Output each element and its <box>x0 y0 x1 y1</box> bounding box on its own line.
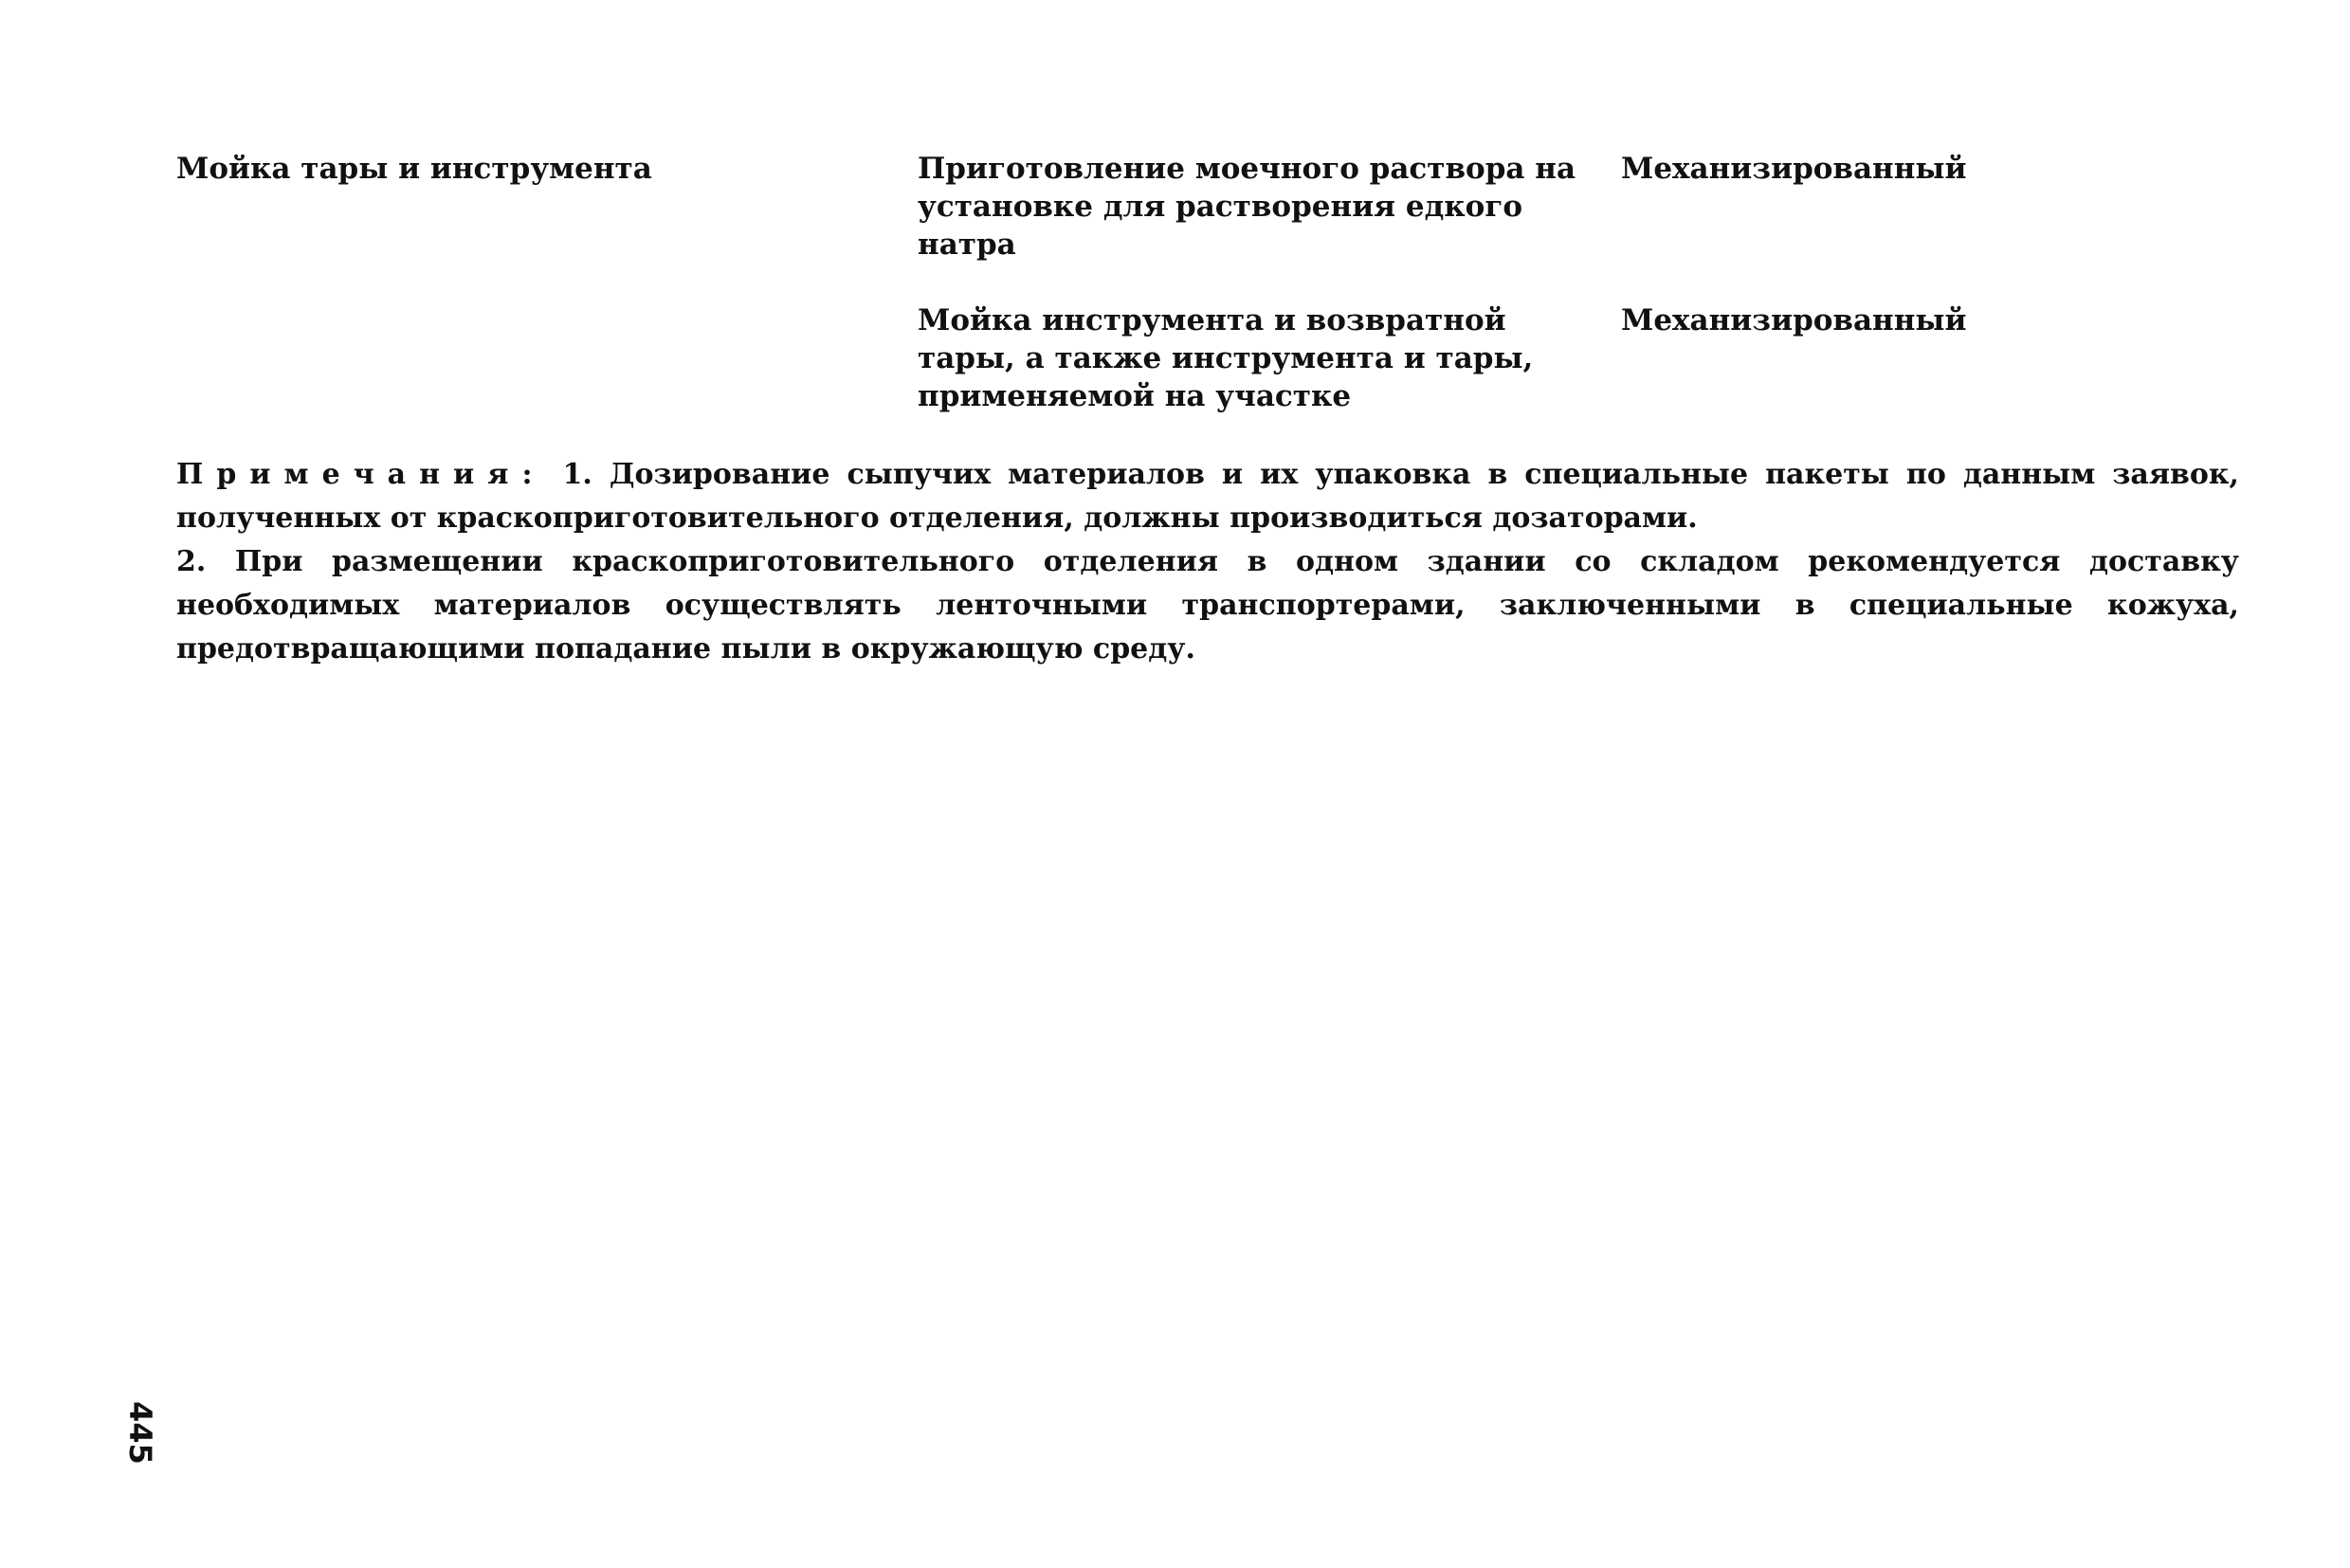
note-1-text: 1. Дозирование сыпучих материалов и их упаковка в специальные пакеты по данным заявок, полученных от краскоприготовительного отделения, должны производиться дозаторами. <box>176 458 2240 535</box>
table-cell-operation: Мойка инструмента и возвратной тары, а также инструмента и тары, применяемой на участке <box>918 303 1534 413</box>
note-1 <box>176 453 2239 540</box>
table-cell-type: Механизированный <box>1621 303 1967 337</box>
notes-section <box>176 453 2239 671</box>
page-number: 445 <box>122 1401 158 1465</box>
notes-label: Примечания: <box>176 458 546 491</box>
note-2: 2. При размещении краскоприготовительного отделения в одном здании со складом рекомендуется доставку необходимых материалов осуществлять ленточными транспортерами, заключенными в специальные кожуха, предотвращающими попадание пыли в окружающую среду. <box>176 545 2239 665</box>
table-cell-operation: Приготовление моечного раствора на установке для растворения едкого натра <box>918 152 1576 262</box>
table-cell-work: Мойка тары и инструмента <box>176 152 652 186</box>
table-cell-type: Механизированный <box>1621 152 1967 186</box>
